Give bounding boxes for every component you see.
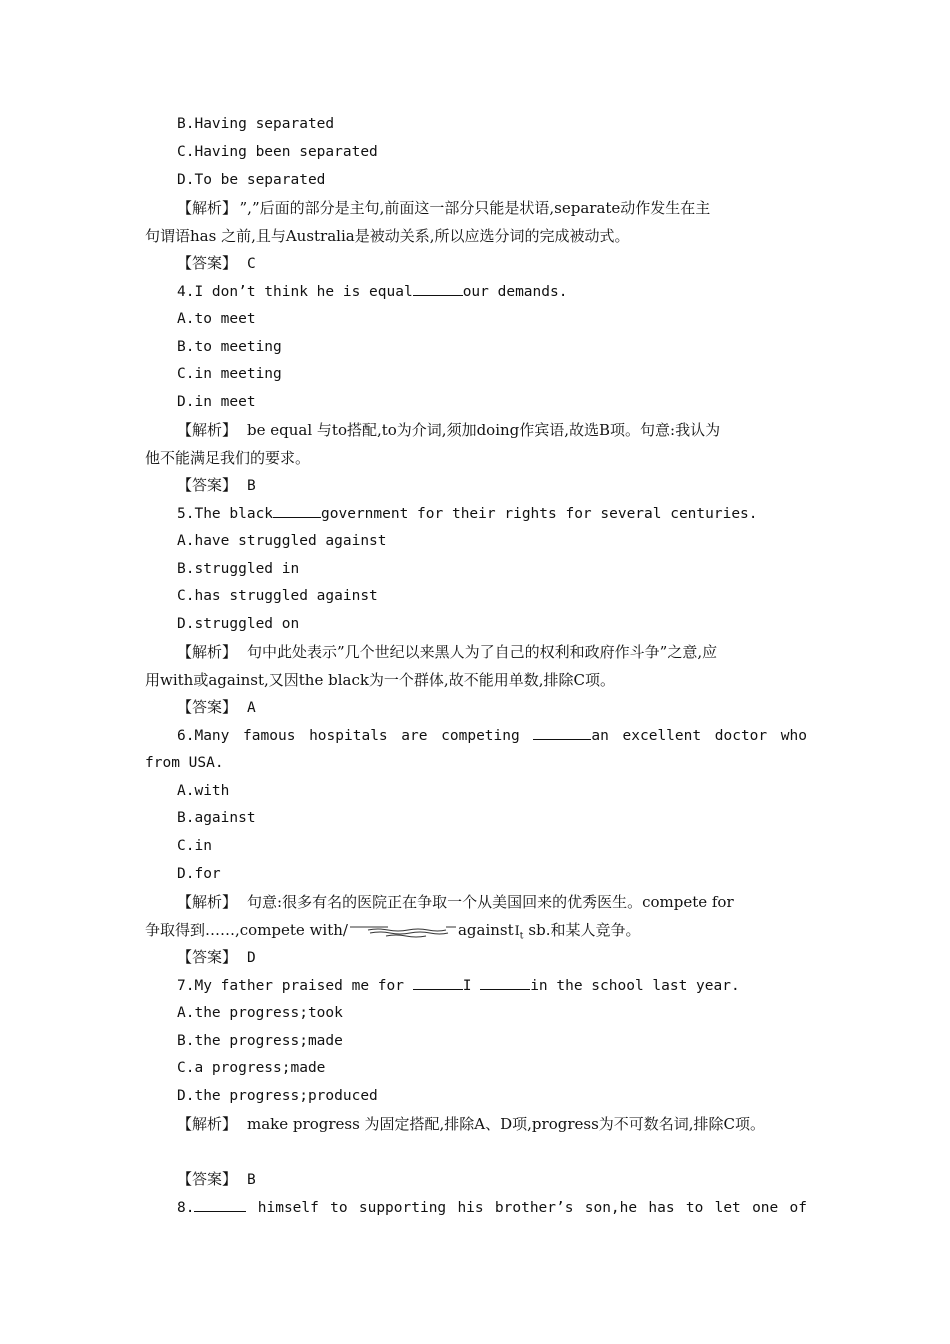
q4-stem-part2: our demands. (462, 284, 568, 300)
q7-option-b: B.the progress;made (177, 1033, 343, 1049)
q5-answer-value: A (247, 700, 256, 716)
answer-tag: 【答案】 (177, 254, 238, 272)
q6-stem-line1 (177, 725, 807, 745)
q4-stem (177, 281, 567, 301)
q4-option-b: B.to meeting (177, 339, 282, 355)
q6-option-b: B.against (177, 810, 256, 826)
q5-analysis-line1 (177, 642, 717, 662)
q6-option-c: C.in (177, 838, 212, 854)
stray-mark-icon: $I_t$ (514, 924, 524, 942)
q7-analysis-line1 (177, 1114, 765, 1134)
squiggle-mark-icon (348, 924, 458, 938)
q5-stem-part2: government for their rights for several centuries. (321, 506, 758, 522)
q7-blank2 (480, 975, 530, 990)
analysis-tag: 【解析】 (177, 421, 238, 439)
q5-option-c: C.has struggled against (177, 588, 378, 604)
q6-stem-line2: from USA. (145, 755, 224, 771)
q4-analysis-line2: 他不能满足我们的要求。 (145, 449, 311, 467)
q4-analysis-line1 (177, 420, 720, 440)
q8-stem-line1 (177, 1197, 807, 1217)
answer-tag: 【答案】 (177, 1170, 238, 1188)
q3-option-c: C.Having been separated (177, 144, 378, 160)
q5-analysis-text1: 句中此处表示”几个世纪以来黑人为了自己的权利和政府作斗争”之意,应 (247, 643, 718, 661)
q4-option-c: C.in meeting (177, 366, 282, 382)
q3-option-d: D.To be separated (177, 172, 326, 188)
q5-blank (273, 503, 321, 518)
q6-option-d: D.for (177, 866, 221, 882)
answer-tag: 【答案】 (177, 476, 238, 494)
q4-answer-value: B (247, 478, 256, 494)
q6-analysis-line2 (145, 920, 640, 940)
q6-analysis-text1: 句意:很多有名的医院正在争取一个从美国回来的优秀医生。compete for (247, 893, 734, 911)
q7-answer (177, 1169, 256, 1189)
q7-stem-part1: 7.My father praised me for (177, 978, 404, 994)
q5-option-a: A.have struggled against (177, 533, 387, 549)
q6-option-a: A.with (177, 783, 230, 799)
q6-analysis-text2b: against (457, 921, 514, 939)
q3-analysis-line2: 句谓语has 之前,且与Australia是被动关系,所以应选分词的完成被动式。 (145, 227, 630, 245)
q5-analysis-line2: 用with或against,又因the black为一个群体,故不能用单数,排除C项。 (145, 671, 615, 689)
q7-blank1 (413, 975, 463, 990)
q5-stem-part1: 5.The black (177, 506, 274, 522)
q7-option-a: A.the progress;took (177, 1005, 343, 1021)
q7-option-d: D.the progress;produced (177, 1088, 378, 1104)
q4-analysis-text1: be equal 与to搭配,to为介词,须加doing作宾语,故选B项。句意:我认为 (247, 421, 721, 439)
q6-answer (177, 947, 256, 967)
q8-stem-part1: 8. (177, 1200, 195, 1216)
q7-stem-part3: in the school last year. (530, 978, 740, 994)
q3-option-b: B.Having separated (177, 116, 335, 132)
q7-stem-part2: I (462, 978, 472, 994)
q5-stem (177, 503, 758, 523)
q4-stem-part1: 4.I don’t think he is equal (177, 284, 413, 300)
q4-option-d: D.in meet (177, 394, 256, 410)
q5-option-d: D.struggled on (177, 616, 300, 632)
q5-option-b: B.struggled in (177, 561, 300, 577)
analysis-tag: 【解析】 (177, 643, 238, 661)
q8-blank (194, 1197, 246, 1212)
q3-analysis-line1 (177, 198, 710, 218)
analysis-tag: 【解析】 (177, 199, 230, 217)
q4-answer (177, 475, 256, 495)
q6-answer-value: D (247, 950, 256, 966)
q6-blank (533, 725, 591, 740)
q6-stem-part1: 6.Many famous hospitals are competing (177, 728, 520, 744)
analysis-tag: 【解析】 (177, 1115, 238, 1133)
q3-analysis-text1: ”,”后面的部分是主句,前面这一部分只能是状语,separate动作发生在主 (239, 199, 711, 217)
q8-stem-part2: himself to supporting his brother’s son,he has to let one of (257, 1200, 807, 1216)
q6-stem-part2: an excellent doctor who (591, 728, 807, 744)
q7-answer-value: B (247, 1172, 256, 1188)
q7-option-c: C.a progress;made (177, 1060, 326, 1076)
answer-tag: 【答案】 (177, 698, 238, 716)
analysis-tag: 【解析】 (177, 893, 238, 911)
q4-option-a: A.to meet (177, 311, 256, 327)
q6-analysis-line1 (177, 892, 734, 912)
q5-answer (177, 697, 256, 717)
q6-analysis-text2c: sb.和某人竞争。 (528, 921, 641, 939)
q3-answer (177, 253, 256, 273)
q4-blank (413, 281, 463, 296)
q6-analysis-text2a: 争取得到……,compete with/ (145, 921, 348, 939)
q3-answer-value: C (247, 256, 256, 272)
answer-tag: 【答案】 (177, 948, 238, 966)
q7-stem (177, 975, 740, 995)
q7-analysis-text1: make progress 为固定搭配,排除A、D项,progress为不可数名词,排除C项。 (247, 1115, 766, 1133)
